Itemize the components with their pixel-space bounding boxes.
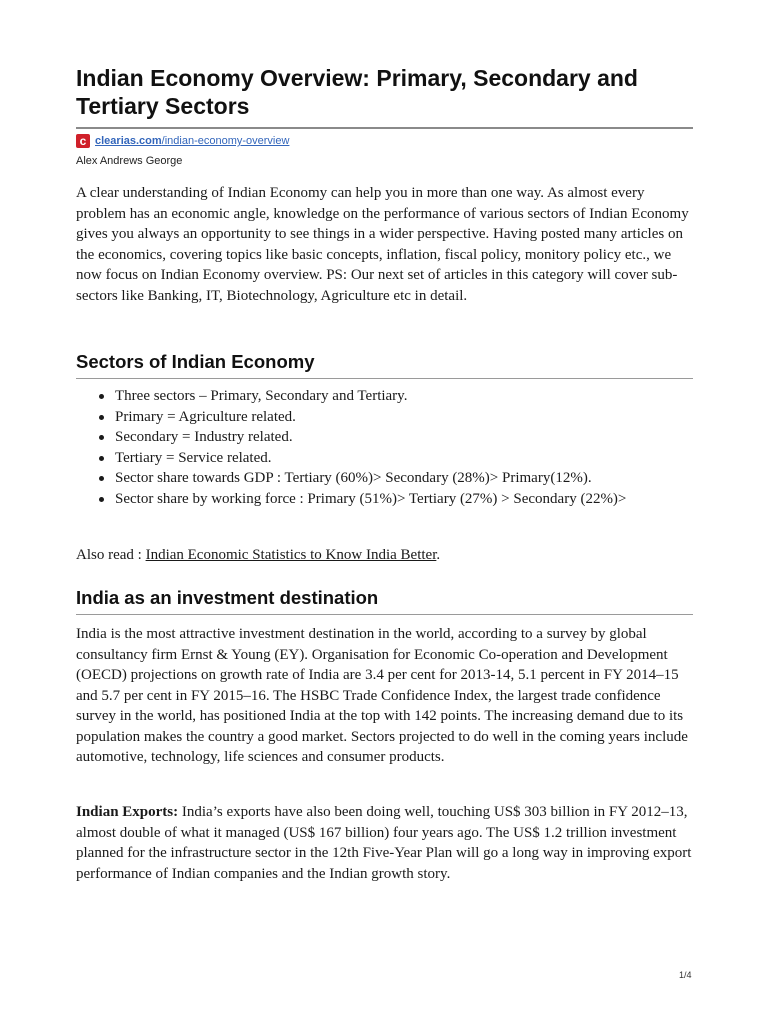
author-name: Alex Andrews George — [76, 155, 183, 167]
section-divider — [76, 614, 693, 615]
list-item: Three sectors – Primary, Secondary and Tertiary. — [115, 386, 676, 407]
also-read-prefix: Also read : — [76, 547, 146, 563]
list-item: Sector share by working force : Primary (51%)> Tertiary (27%) > Secondary (22%)> — [115, 489, 676, 510]
source-path: /indian-economy-overview — [161, 135, 290, 147]
also-read-suffix: . — [436, 547, 441, 563]
list-item: Primary = Agriculture related. — [115, 407, 676, 428]
page-number: 1/4 — [679, 970, 692, 980]
source-line — [76, 132, 289, 150]
exports-text: India’s exports have also been doing well, touching US$ 303 billion in FY 2012–13, almost double of what it managed (US$ 167 billion) four years ago. The US$ 1.2 trillion investment planned for the infrastructure sector in the 12th Five-Year Plan will go a long way in improving export performance of Indian companies and the Indian growth story. — [76, 804, 692, 882]
source-domain: clearias.com — [95, 135, 162, 147]
title-divider — [76, 127, 693, 129]
exports-label: Indian Exports: — [76, 804, 179, 820]
source-link[interactable] — [95, 135, 289, 147]
section-divider — [76, 378, 693, 379]
sectors-bullet-list — [76, 386, 676, 509]
list-item: Tertiary = Service related. — [115, 448, 676, 469]
exports-paragraph — [76, 802, 696, 884]
also-read-line — [76, 545, 440, 566]
list-item: Secondary = Industry related. — [115, 427, 676, 448]
intro-paragraph: A clear understanding of Indian Economy can help you in more than one way. As almost every problem has an economic angle, knowledge on the performance of various sectors of Indian Economy gives you always an opportunity to see things in a wider perspective. Having posted many articles on the economics, covering topics like basic concepts, inflation, fiscal policy, monitory policy etc., we now focus on Indian Economy overview. PS: Our next set of articles in this category will cover sub-sectors like Banking, IT, Biotechnology, Agriculture etc in detail. — [76, 185, 689, 304]
also-read-link[interactable]: Indian Economic Statistics to Know India Better — [145, 547, 437, 563]
section-heading-investment: India as an investment destination — [76, 587, 379, 608]
section-heading-sectors: Sectors of Indian Economy — [76, 351, 315, 372]
list-item: Sector share towards GDP : Tertiary (60%)> Secondary (28%)> Primary(12%). — [115, 468, 676, 489]
page-title: Indian Economy Overview: Primary, Secondary and Tertiary Sectors — [76, 65, 638, 119]
investment-paragraph: India is the most attractive investment destination in the world, according to a survey by global consultancy firm Ernst & Young (EY). Organisation for Economic Co-operation and Development (OECD) projections on growth rate of India are 3.4 per cent for 2013-14, 5.1 percent in FY 2014–15 and 5.7 per cent in FY 2015–16. The HSBC Trade Confidence Index, the largest trade confidence survey in the world, has positioned India at the top with 142 points. The increasing demand due to its population makes the country a good market. Sectors projected to do well in the coming years include automotive, technology, life sciences and consumer products. — [76, 626, 688, 765]
clearias-logo-icon: c — [76, 134, 90, 148]
